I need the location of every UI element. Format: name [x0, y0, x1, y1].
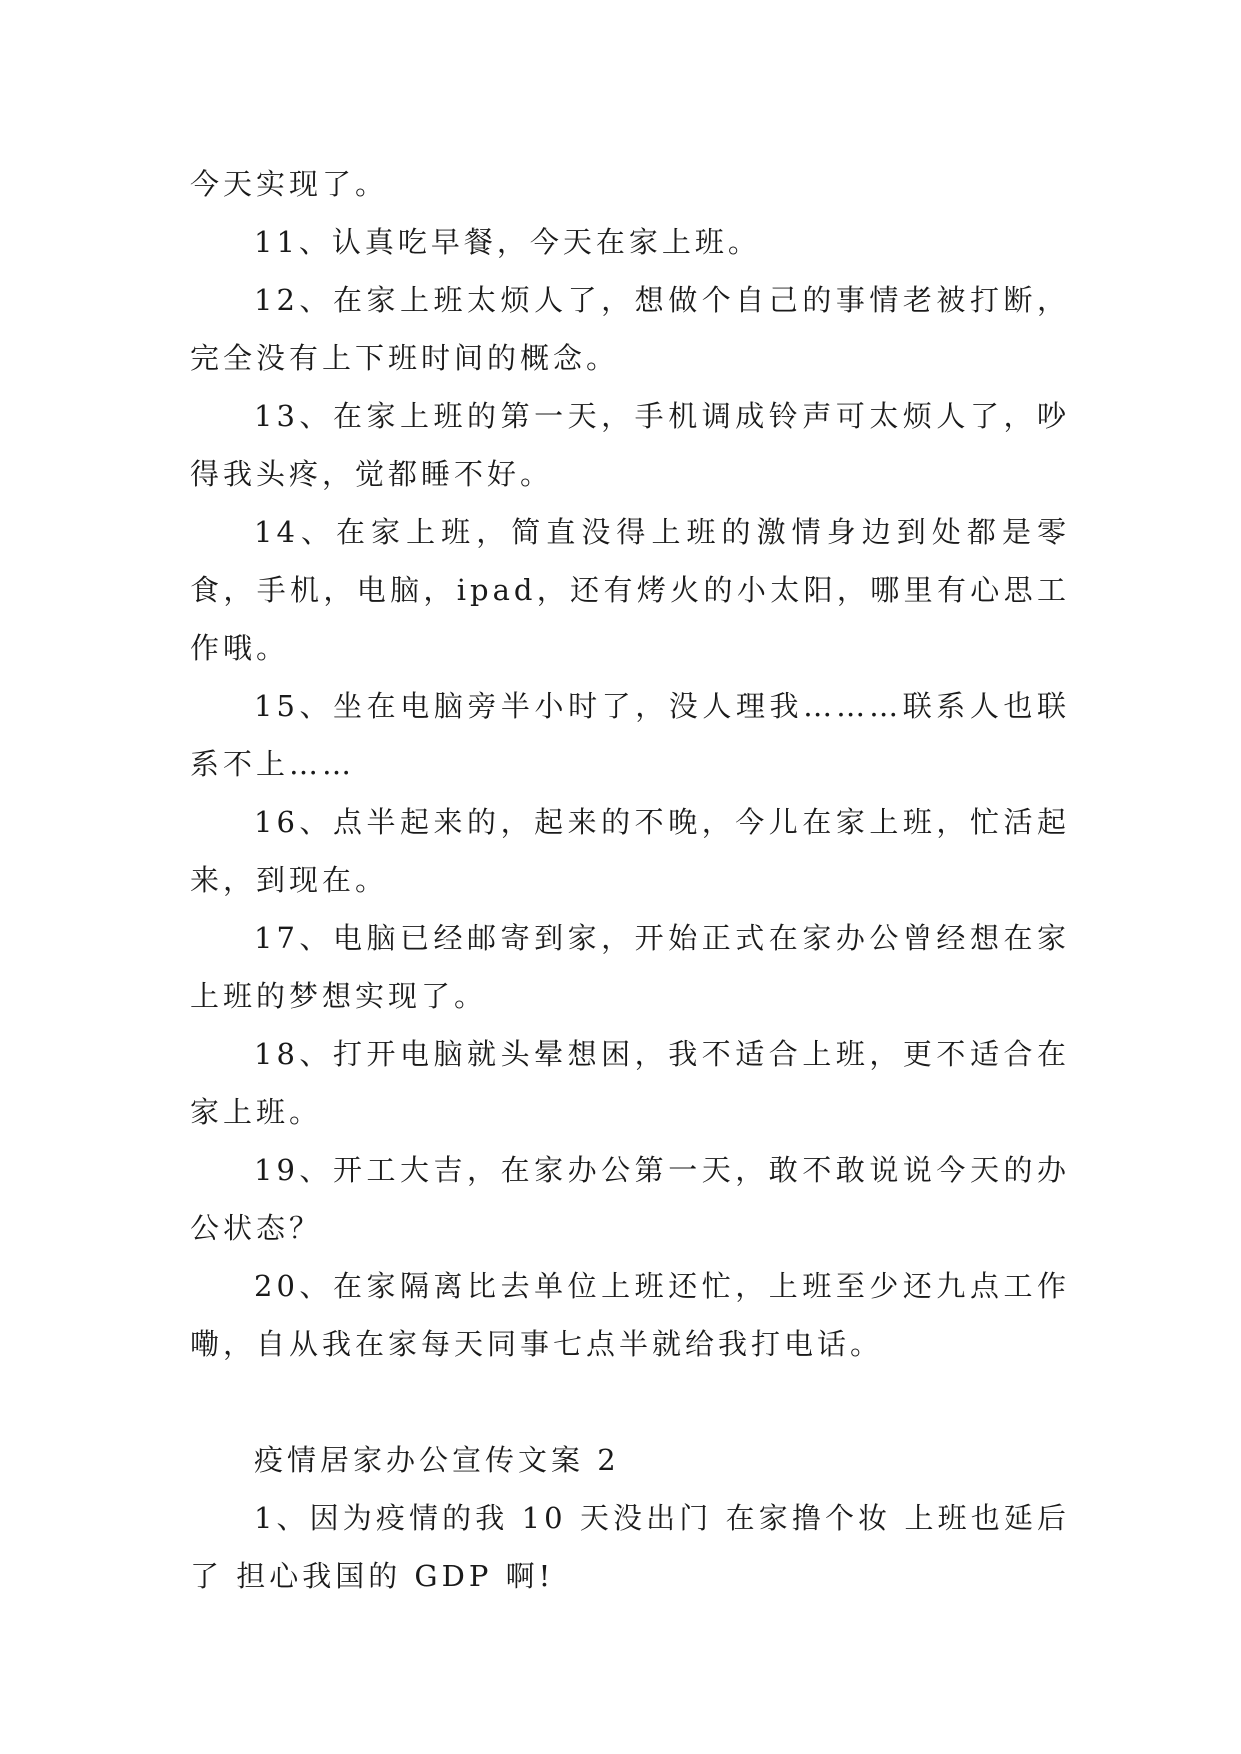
- paragraph-item-12: 12、在家上班太烦人了，想做个自己的事情老被打断，完全没有上下班时间的概念。: [190, 283, 1070, 375]
- paragraph-item-14: 14、在家上班，简直没得上班的激情身边到处都是零食，手机，电脑，ipad，还有烤火的小太阳，哪里有心思工作哦。: [190, 515, 1070, 665]
- section-paragraph-item-1: 1、因为疫情的我 10 天没出门 在家撸个妆 上班也延后了 担心我国的 GDP 啊!: [190, 1501, 1070, 1593]
- section-heading: 疫情居家办公宣传文案 2: [254, 1443, 620, 1477]
- paragraph-item-19: 19、开工大吉，在家办公第一天，敢不敢说说今天的办公状态？: [190, 1153, 1070, 1245]
- paragraph-item-17: 17、电脑已经邮寄到家，开始正式在家办公曾经想在家上班的梦想实现了。: [190, 921, 1070, 1013]
- paragraph-item-13: 13、在家上班的第一天，手机调成铃声可太烦人了，吵得我头疼，觉都睡不好。: [190, 399, 1070, 491]
- paragraph-continuation: 今天实现了。: [190, 167, 389, 201]
- paragraph-item-18: 18、打开电脑就头晕想困，我不适合上班，更不适合在家上班。: [190, 1037, 1070, 1129]
- paragraph-item-16: 16、点半起来的，起来的不晚，今儿在家上班，忙活起来，到现在。: [190, 805, 1070, 897]
- paragraph-item-15: 15、坐在电脑旁半小时了，没人理我………联系人也联系不上……: [190, 689, 1070, 781]
- paragraph-item-11: 11、认真吃早餐，今天在家上班。: [254, 225, 761, 259]
- document-body: [190, 155, 1070, 1605]
- paragraph-item-20: 20、在家隔离比去单位上班还忙，上班至少还九点工作嘞，自从我在家每天同事七点半就给我打电话。: [190, 1269, 1070, 1361]
